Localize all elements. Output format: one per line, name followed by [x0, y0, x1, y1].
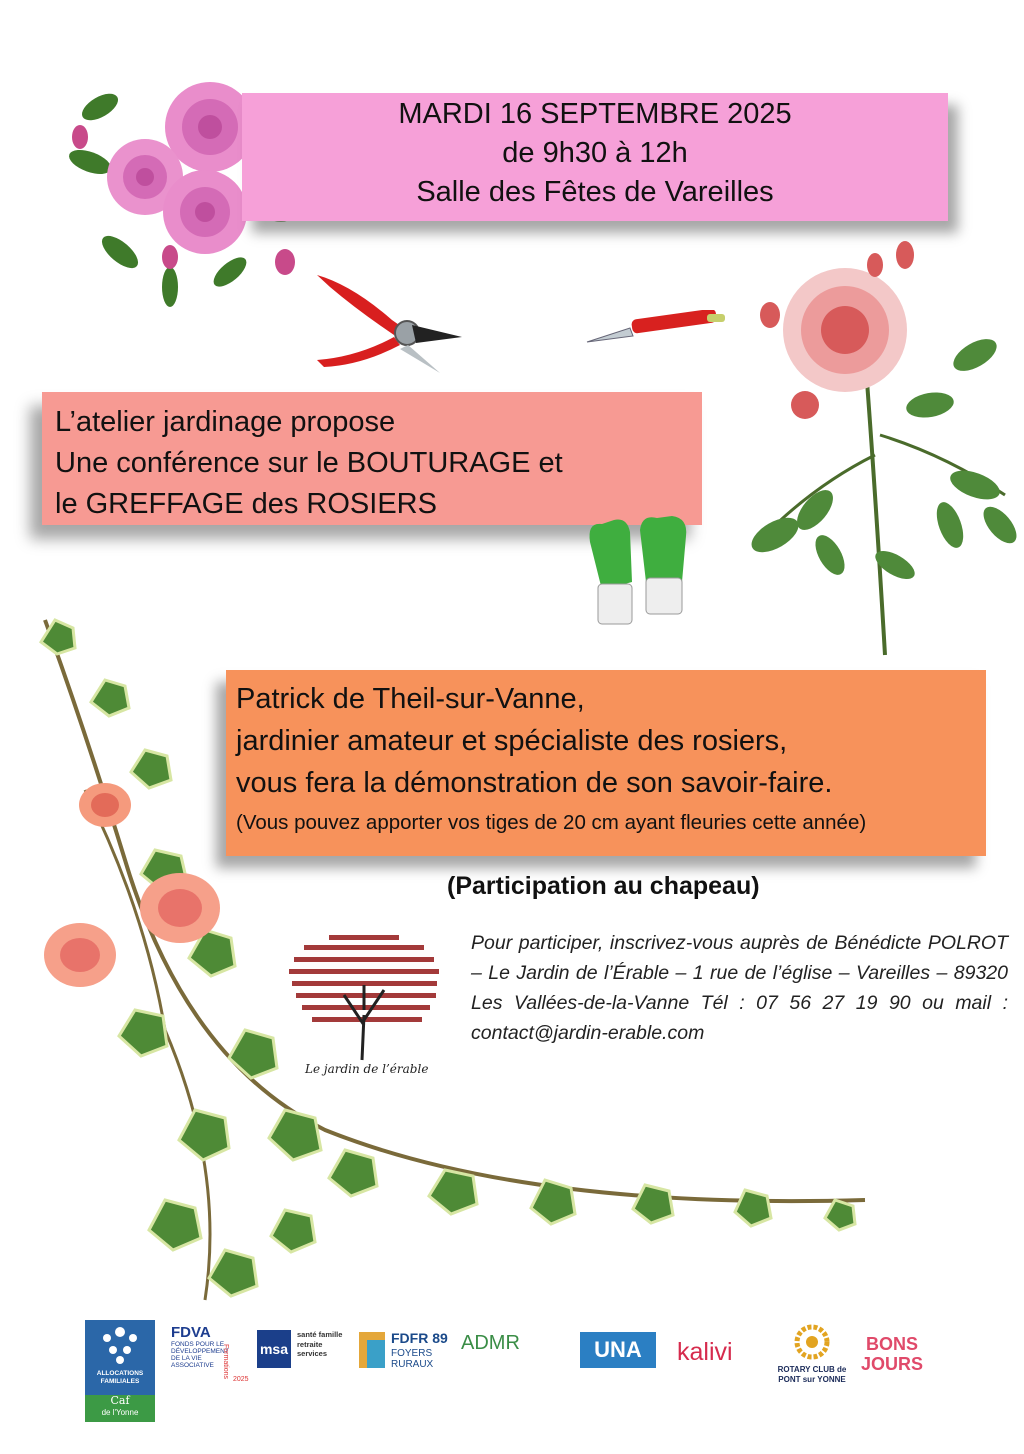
- bons-jours-logo: [857, 1324, 937, 1390]
- fdva-title: FDVA: [171, 1324, 211, 1341]
- speaker-box: [226, 670, 986, 856]
- speaker-line-2: jardinier amateur et spécialiste des rosiers,: [236, 725, 788, 757]
- speaker-note: (Vous pouvez apporter vos tiges de 20 cm ayant fleuries cette année): [236, 811, 867, 834]
- kalivi-logo: kalivi: [677, 1338, 733, 1366]
- workshop-line-1: L’atelier jardinage propose: [55, 406, 396, 438]
- una-logo: UNA: [580, 1332, 656, 1368]
- participation-text: (Participation au chapeau): [447, 872, 760, 900]
- speaker-line-1: Patrick de Theil-sur-Vanne,: [236, 683, 585, 715]
- rose-branch-image: [745, 235, 1020, 665]
- admr-logo: ADMR: [461, 1332, 520, 1354]
- caf-label: ALLOCATIONS FAMILIALES: [96, 1370, 144, 1385]
- fdfr-subtitle: FOYERS RURAUX: [391, 1348, 434, 1370]
- speaker-line-3: vous fera la démonstration de son savoir-faire.: [236, 767, 833, 799]
- grafting-knife-image: [585, 310, 730, 350]
- bons-jours-text: BONS JOURS: [860, 1334, 923, 1374]
- sponsor-logos: [85, 1318, 945, 1428]
- fdfr-title: FDFR 89: [391, 1330, 448, 1346]
- event-place: Salle des Fêtes de Vareilles: [416, 176, 774, 208]
- workshop-line-3: le GREFFAGE des ROSIERS: [55, 488, 437, 520]
- rotary-text: ROTARY CLUB de PONT sur YONNE: [777, 1365, 847, 1384]
- fdva-year: 2025: [233, 1376, 249, 1383]
- registration-info: Pour participer, inscrivez-vous auprès de Bénédicte POLROT – Le Jardin de l’Érable – 1 rue de l’église – Vareilles – 89320 Les Vallées-de-la-Vanne Tél : 07 56 27 19 90 ou mail : contact@jardin-erable.com: [471, 932, 1008, 1044]
- workshop-box: [42, 392, 702, 525]
- msa-tagline: santé famille retraite services: [297, 1330, 343, 1358]
- fdva-subtitle: FONDS POUR LE DÉVELOPPEMENT DE LA VIE ASSOCIATIVE: [171, 1341, 229, 1369]
- caf-logo: [85, 1320, 155, 1422]
- event-time: de 9h30 à 12h: [502, 137, 688, 169]
- fdva-side: Formations: [222, 1344, 229, 1380]
- rotary-logo: [770, 1324, 854, 1394]
- jardin-erable-logo-text: Le jardin de l’érable: [305, 1062, 429, 1076]
- jardin-erable-logo: [284, 915, 444, 1085]
- fdva-logo: [171, 1324, 251, 1384]
- event-info-box: [242, 93, 948, 221]
- msa-logo: [257, 1328, 347, 1374]
- pruning-shears-image: [312, 265, 467, 375]
- family-icon: [85, 1320, 155, 1370]
- event-date: MARDI 16 SEPTEMBRE 2025: [398, 98, 792, 130]
- fdfr-logo: [359, 1330, 447, 1376]
- workshop-line-2: Une conférence sur le BOUTURAGE et: [55, 447, 563, 479]
- caf-region: de l'Yonne: [101, 1408, 139, 1417]
- rotary-wheel-icon: [794, 1324, 830, 1360]
- caf-name: Caf: [110, 1394, 130, 1407]
- msa-name: msa: [257, 1330, 291, 1368]
